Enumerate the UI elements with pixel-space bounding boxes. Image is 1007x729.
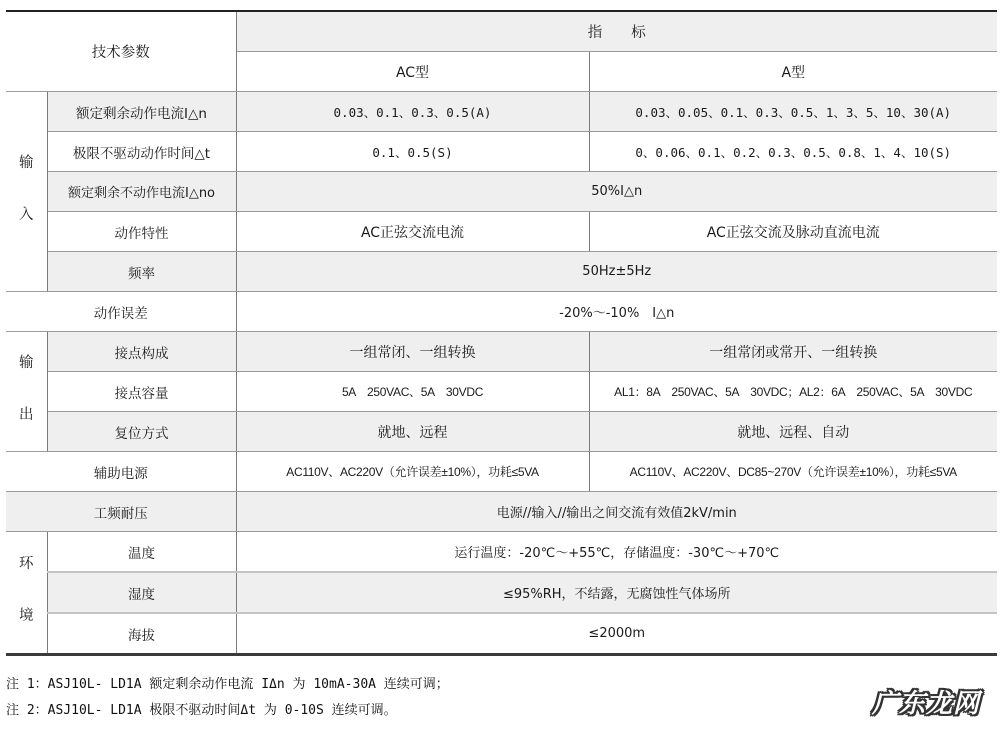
a-value-cell: 0、0.06、0.1、0.2、0.3、0.5、0.8、1、4、10(S) <box>589 132 997 172</box>
ac-value-cell: 一组常闭、一组转换 <box>236 332 589 372</box>
table-row <box>6 572 997 613</box>
ac-value-cell: 0.1、0.5(S) <box>236 132 589 172</box>
shared-value-cell: 运行温度：-20℃～+55℃，存储温度：-30℃～+70℃ <box>236 532 997 573</box>
table-row <box>6 452 997 492</box>
table-row <box>6 172 997 212</box>
table-row <box>6 492 997 532</box>
shared-value-cell: 电源//输入//输出之间交流有效值2kV/min <box>236 492 997 532</box>
param-cell: 海拔 <box>47 613 236 655</box>
group-environment-label: 环 境 <box>19 555 34 624</box>
table-row <box>6 532 997 573</box>
a-value-cell: 就地、远程、自动 <box>589 412 997 452</box>
param-cell: 复位方式 <box>47 412 236 452</box>
shared-value-cell: 50%I△n <box>236 172 997 212</box>
group-output-label: 输 出 <box>19 354 34 423</box>
header-indicator-label: 指 标 <box>236 11 997 52</box>
shared-value-cell: -20%～-10% I△n <box>236 292 997 332</box>
a-value-cell: AC110V、AC220V、DC85~270V（允许误差±10%），功耗≤5VA <box>589 452 997 492</box>
ac-value-cell: 5A 250VAC、5A 30VDC <box>236 372 589 412</box>
footnotes <box>6 672 449 724</box>
footnote-2: 注 2：ASJ10L- LD1A 极限不驱动时间Δt 为 0-10S 连续可调。 <box>6 703 397 718</box>
param-cell: 湿度 <box>47 572 236 613</box>
ac-value-cell: 就地、远程 <box>236 412 589 452</box>
table-row <box>6 332 997 372</box>
param-cell: 温度 <box>47 532 236 573</box>
ac-value-cell: 0.03、0.1、0.3、0.5(A) <box>236 92 589 132</box>
table-row <box>6 292 997 332</box>
param-cell: 额定剩余动作电流I△n <box>47 92 236 132</box>
param-cell: 接点构成 <box>47 332 236 372</box>
param-cell: 极限不驱动动作时间△t <box>47 132 236 172</box>
ac-value-cell: AC110V、AC220V（允许误差±10%），功耗≤5VA <box>236 452 589 492</box>
table-row <box>6 132 997 172</box>
table-row <box>6 212 997 252</box>
param-cell: 动作误差 <box>6 292 236 332</box>
a-value-cell: 一组常闭或常开、一组转换 <box>589 332 997 372</box>
param-cell: 接点容量 <box>47 372 236 412</box>
param-cell: 频率 <box>47 252 236 292</box>
table-row <box>6 372 997 412</box>
footnote-1: 注 1：ASJ10L- LD1A 额定剩余动作电流 IΔn 为 10mA-30A 连续可调； <box>6 677 449 692</box>
group-input-label: 输 入 <box>19 154 34 223</box>
param-cell: 工频耐压 <box>6 492 236 532</box>
param-cell: 动作特性 <box>47 212 236 252</box>
param-cell: 额定剩余不动作电流I△no <box>47 172 236 212</box>
table-row <box>6 412 997 452</box>
shared-value-cell: ≤95%RH，不结露，无腐蚀性气体场所 <box>236 572 997 613</box>
watermark-logo: 广东龙网 <box>872 689 981 719</box>
table-row <box>6 613 997 655</box>
a-value-cell: 0.03、0.05、0.1、0.3、0.5、1、3、5、10、30(A) <box>589 92 997 132</box>
ac-value-cell: AC正弦交流电流 <box>236 212 589 252</box>
group-environment <box>6 532 47 655</box>
group-output <box>6 332 47 452</box>
table-row <box>6 252 997 292</box>
table-row <box>6 92 997 132</box>
header-col-ac: AC型 <box>236 52 589 92</box>
param-cell: 辅助电源 <box>6 452 236 492</box>
a-value-cell: AC正弦交流及脉动直流电流 <box>589 212 997 252</box>
header-col-a: A型 <box>589 52 997 92</box>
a-value-cell: AL1：8A 250VAC、5A 30VDC；AL2：6A 250VAC、5A 30VDC <box>589 372 997 412</box>
shared-value-cell: ≤2000m <box>236 613 997 655</box>
spec-table <box>6 10 997 656</box>
shared-value-cell: 50Hz±5Hz <box>236 252 997 292</box>
header-param-label: 技术参数 <box>6 11 236 92</box>
group-input <box>6 92 47 292</box>
